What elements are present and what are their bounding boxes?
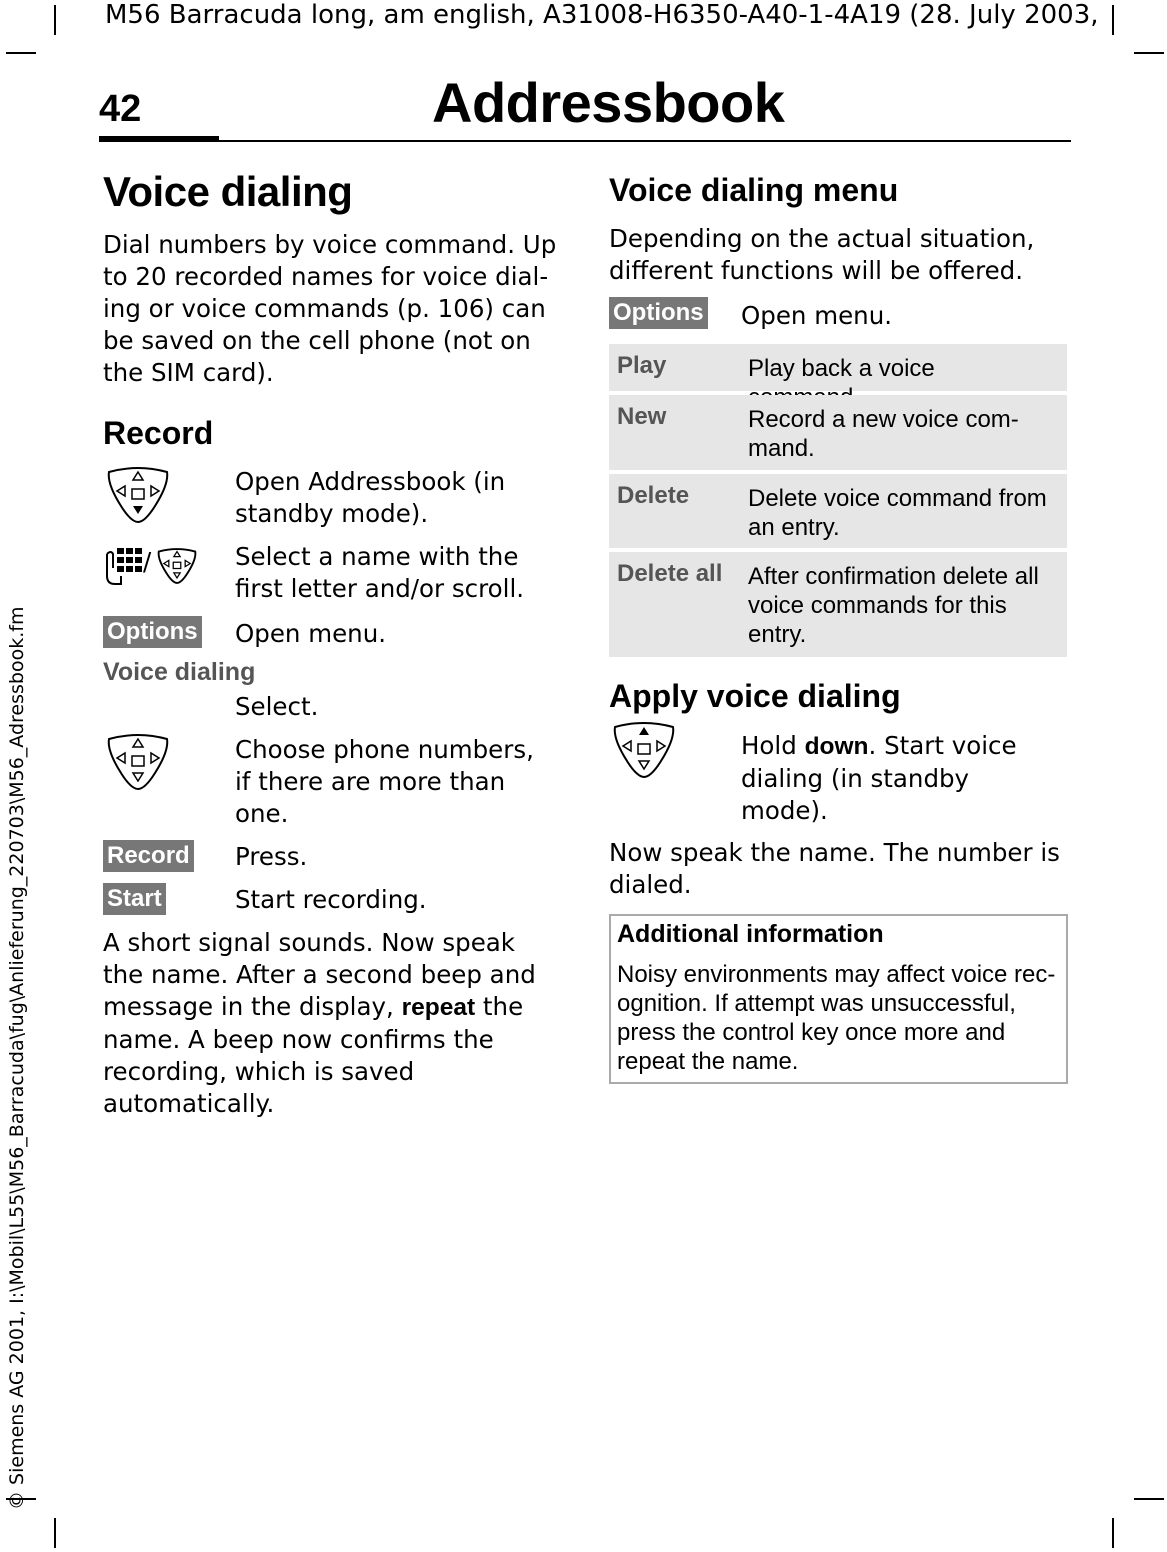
menu-row-value: Play back a voice: [748, 355, 935, 382]
page-number: 42: [99, 88, 142, 130]
step-text: Select.: [235, 692, 319, 721]
crop-mark: [1112, 5, 1114, 35]
crop-mark: [54, 1518, 56, 1548]
menu-row-key: Play: [617, 352, 667, 379]
info-title: Additional information: [617, 920, 884, 948]
document-header: M56 Barracuda long, am english, A31008-H6350-A40-1-4A19 (28. July 2003,: [105, 0, 1099, 30]
menu-row-value: After confirmation delete all voice commands for this entry.: [748, 563, 1039, 648]
step-text: Select a name with the first letter and/or scroll.: [235, 542, 525, 603]
info-box: [609, 914, 1068, 1084]
page-title: Addressbook: [432, 71, 785, 134]
title-rule: [99, 140, 1071, 142]
crop-mark: [6, 52, 36, 54]
info-text: Noisy environments may affect voice rec- ognition. If attempt was unsuccessful, press the control key once more and repeat the name.: [617, 961, 1056, 1075]
crop-mark: [1112, 1518, 1114, 1548]
control-key-icon: [103, 733, 173, 791]
menu-row-new[interactable]: [609, 395, 1067, 470]
options-softkey[interactable]: Options: [609, 297, 708, 329]
section-heading: Voice dialing: [103, 168, 353, 215]
subsection-heading: Voice dialing menu: [609, 172, 899, 208]
menu-row-value: Delete voice command from an entry.: [748, 485, 1047, 541]
outro-paragraph: A short signal sounds. Now speak the name. After a second beep and message in the display, repeat the name. A beep now confirms the recording, which is saved automatically.: [103, 928, 536, 1118]
subsection-heading: Record: [103, 415, 214, 451]
apply-note: Now speak the name. The number is dialed.: [609, 838, 1060, 899]
options-softkey[interactable]: Options: [103, 616, 202, 648]
control-key-icon: [609, 721, 679, 779]
apply-text: Hold down. Start voice dialing (in standby mode).: [741, 731, 1017, 825]
menu-intro: Depending on the actual situation, different functions will be offered.: [609, 224, 1035, 285]
menu-label: Voice dialing: [103, 658, 256, 686]
step-text: Open menu.: [235, 619, 387, 648]
crop-mark: [1134, 1498, 1164, 1500]
keypad-icon: [103, 546, 145, 588]
step-separator: /: [143, 547, 152, 576]
start-softkey[interactable]: Start: [103, 883, 166, 915]
menu-row-delete[interactable]: [609, 474, 1067, 548]
intro-paragraph: Dial numbers by voice command. Up to 20 recorded names for voice dial- ing or voice commands (p. 106) can be saved on the cell phone (not on the SIM card).: [103, 230, 557, 387]
menu-row-value: Record a new voice com- mand.: [748, 406, 1019, 462]
menu-row-play[interactable]: [609, 344, 1067, 391]
step-text: Open Addressbook (in standby mode).: [235, 467, 506, 528]
sidebar-filepath: © Siemens AG 2001, I:\Mobil\L55\M56_Barracuda\fug\Anlieferung_220703\M56_Adressbook.fm: [6, 606, 28, 1510]
menu-row-key: New: [617, 403, 667, 430]
control-key-icon: [103, 466, 173, 524]
menu-row-delete-all[interactable]: [609, 552, 1067, 657]
control-key-icon: [155, 546, 199, 586]
step-text: Choose phone numbers, if there are more than one.: [235, 735, 534, 828]
crop-mark: [1134, 52, 1164, 54]
record-softkey[interactable]: Record: [103, 840, 194, 872]
menu-row-key: Delete: [617, 482, 690, 509]
subsection-heading: Apply voice dialing: [609, 678, 901, 714]
options-text: Open menu.: [741, 301, 893, 330]
crop-mark: [54, 5, 56, 35]
menu-row-key: Delete all: [617, 560, 723, 587]
step-text: Press.: [235, 842, 308, 871]
step-text: Start recording.: [235, 885, 427, 914]
